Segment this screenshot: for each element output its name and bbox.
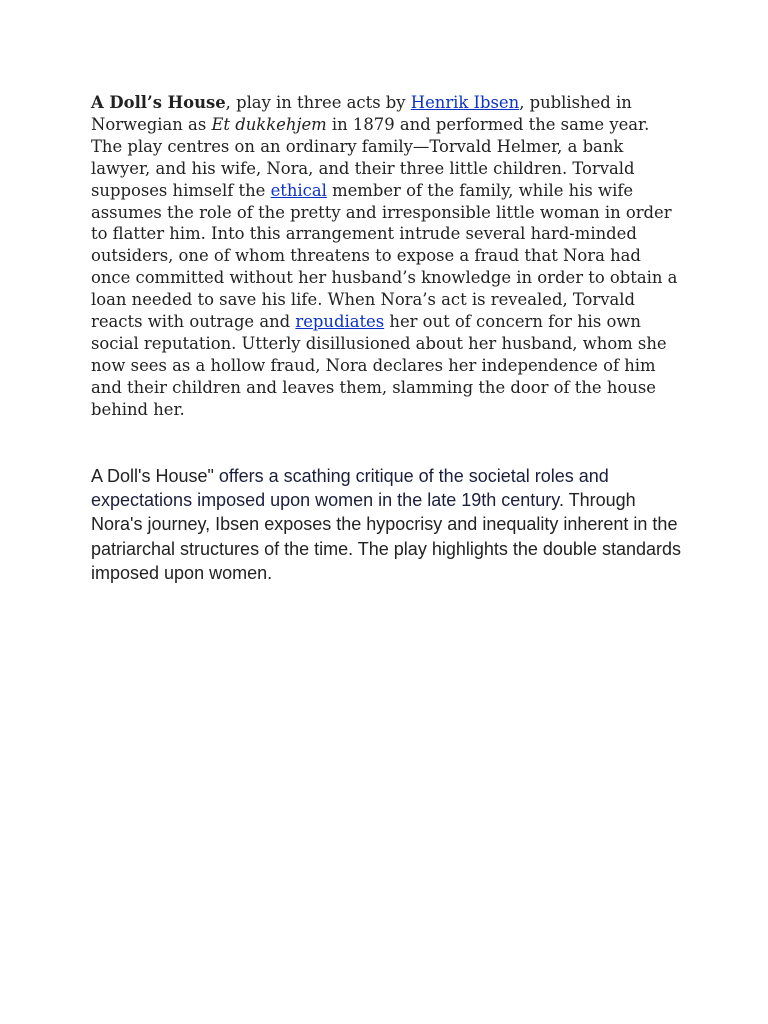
ethical-link[interactable]: ethical bbox=[270, 180, 327, 200]
encyclopedia-paragraph bbox=[91, 92, 681, 421]
paragraph-text: A Doll's House" bbox=[91, 466, 214, 486]
repudiates-link[interactable]: repudiates bbox=[295, 312, 385, 332]
henrik-ibsen-link[interactable]: Henrik Ibsen bbox=[410, 93, 520, 112]
paragraph-text: her out of concern for his own social reputation. Utterly disillusioned about her husband, whom she now sees as a hollow fraud, Nora declares her independence of him and their children and leaves them, slamming the door of the house behind her. bbox=[91, 312, 667, 419]
critique-paragraph bbox=[91, 464, 691, 585]
norwegian-title: Et dukkehjem bbox=[211, 114, 327, 134]
paragraph-text: . Through Nora's journey, Ibsen exposes the hypocrisy and inequality inherent in the patriarchal structures of the time. The play highlights the double standards imposed upon women. bbox=[91, 490, 682, 583]
book-title: A Doll’s House bbox=[91, 93, 226, 112]
paragraph-text: , play in three acts by bbox=[225, 93, 411, 112]
paragraph-text: , published in Norwegian as bbox=[91, 93, 632, 134]
paragraph-text: in 1879 and performed the same year. The play centres on an ordinary family—Torvald Helmer, a bank lawyer, and his wife, Nora, and their three little children. Torvald supposes himself the bbox=[91, 114, 650, 200]
highlighted-text: offers a scathing critique of the societal roles and expectations imposed upon women in the late 19th century bbox=[91, 466, 609, 511]
paragraph-text: member of the family, while his wife assumes the role of the pretty and irresponsible little woman in order to flatter him. Into this arrangement intrude several hard-minded outsiders, one of whom threatens to expose a fraud that Nora had once committed without her husband’s knowledge in order to obtain a loan needed to save his life. When Nora’s act is revealed, Torvald reacts with outrage and bbox=[91, 180, 678, 332]
